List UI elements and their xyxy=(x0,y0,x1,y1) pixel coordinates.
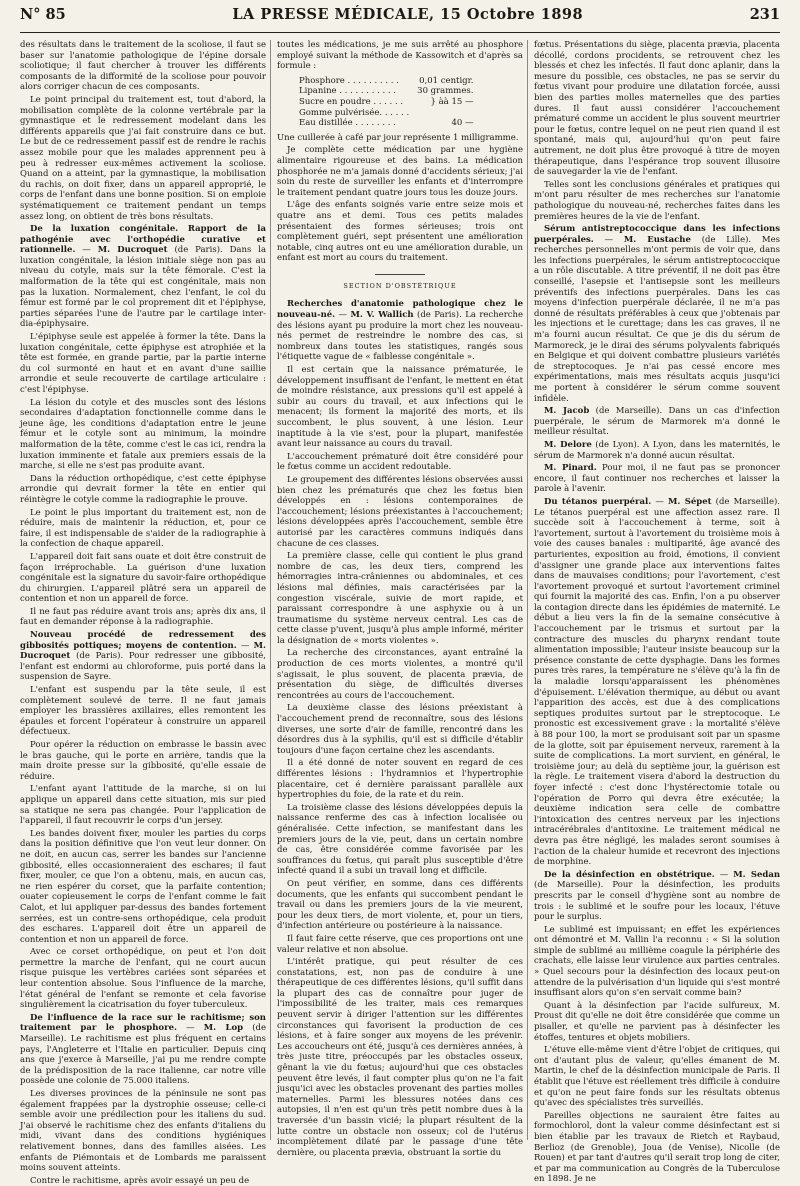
paragraph-text: La première classe, celle qui contient le plus grand nombre de cas, les deux tiers, comprend les hémorragies intra-crâniennes ou abdominales, et ces lésions mal définies, mais caractérisées par la congestion viscérale, suivie de mort rapide, et paraissant correspondre à une asphyxie ou à un traumatisme du système nerveux central. Les cas de cette classe p'uvent, jusqu'à plus ample informé, mériter la désignation de « morts violentes ». xyxy=(277,551,523,646)
paragraph-text: Telles sont les conclusions générales et pratiques qui m'ont paru résulter de mes recherches sur l'anatomie pathologique du nouveau-né, recherches faites dans les premières heures de la vie de l'enfant. xyxy=(534,179,780,222)
paragraph-text: Je complète cette médication par une hygiène alimentaire rigoureuse et des bains. La médication phosphorée ne m'a jamais donné d'accidents sérieux; j'ai soin du reste de surveiller les enfants et d'interrompre le traitement pendant quatre jours tous les douze jours. xyxy=(277,145,523,198)
paragraph xyxy=(20,40,266,93)
paragraph-text: (de Marseille). Dans un cas d'infection puerpérale, le sérum de Marmorek m'a donné le meilleur résultat. xyxy=(534,406,780,438)
author-name: M. Lop xyxy=(203,1023,244,1034)
paragraph-text: (de Lyon). A Lyon, dans les maternités, le sérum de Marmorek n'a donné aucun résultat. xyxy=(534,439,780,461)
paragraph-text: Pour opérer la réduction on embrasse le bassin avec le bras gauche, qui le porte en arrière, tandis que la main droite presse sur la gibbosité, qu'elle essaie de réduire. xyxy=(20,740,266,782)
paragraph xyxy=(20,398,266,472)
article-heading: De la luxation congénitale. Rapport de la pathogénie avec l'orthopédie curative et rationnelle. xyxy=(20,224,266,256)
paragraph-text: La lésion du cotyle et des muscles sont des lésions secondaires d'adaptation fonctionnelle comme dans le jeune âge, les conditions d'adaptation entre le jeune fémur et le cotyle sont au minimum, la moindre malformation de la tête, comme c'est le cas ici, rendra la luxation imminente et fatale aux premiers essais de la marche, si elle ne s'est pas produite avant. xyxy=(20,397,266,472)
author-name: M. Delore xyxy=(544,439,592,450)
paragraph-text: L'intérêt pratique, qui peut résulter de ces constatations, est, non pas de conduire à une thérapeutique de ces différentes lésions, qu'il suffit dans la plupart des cas de connaître pour juger de l'impossibilité de les traiter, mais ces remarques peuvent servir à diriger l'attention sur les différentes circonstances qui favorisent la production de ces lésions, et à faire songer aux moyens de les prévenir. Les accoucheurs ont été, jusqu'à ces dernières années, à très juste titre, préoccupés par les obstacles osseux, gênant la vie du fœtus; aujourd'hui que ces obstacles peuvent être levés, il faut compter plus qu'on ne l'a fait jusqu'ici avec les obstacles provenant des parties molles maternelles. Parmi les blessures notées dans ces autopsies, il n'en est qu'un très petit nombre dues à la traversée d'un bassin vicié; la plupart résultent de la lutte contre un obstacle non osseux; col de l'utérus incomplètement dilaté par le passage d'une tête dernière, ou placenta prævia, obstruant la sortie du xyxy=(277,957,523,1158)
paragraph xyxy=(277,452,523,473)
ingredient: Sucre en poudre . . . . . . xyxy=(299,96,404,107)
paragraph xyxy=(277,40,523,72)
article-heading: Recherches d'anatomie pathologique chez le nouveau-né. xyxy=(277,299,523,321)
paragraph xyxy=(20,508,266,550)
paragraph-text: Quant à la désinfection par l'acide sulfureux, M. Proust dit qu'elle ne doit être considérée que comme un pisaller, et qu'elle ne parvient pas à désinfecter les étoffes, tentures et objets mobiliers. xyxy=(534,1000,780,1043)
ingredient: Phosphore . . . . . . . . . . xyxy=(299,75,399,86)
article-heading: Du tétanos puerpéral. xyxy=(544,496,652,507)
paragraph: De la désinfection en obstétrique. — M. Sedan (de Marseille). Pour la désinfection, les produits prescrits par le conseil d'hygiène sont au nombre de trois : le sublimé et le soufre pour les locaux, l'étuve pour le surplus. xyxy=(534,869,781,923)
paragraph-text: (de Lille). Mes recherches personnelles m'ont permis de voir que, dans les infections puerpérales, le sérum antistreptococcique a un rôle discutable. A titre préventif, il ne doit pas être conseillé, l'asepsie et l'antisepsie sont les meilleurs préventifs des infections puerpérales. Dans les cas moyens d'infection puerpérale déclarée, il ne m'a pas donné de résultats préférables à ceux que j'obtenais par les injections et le curettage; dans les cas graves, il ne m'a fourni aucun résultat. Ce que je dis du sérum de Marmoreck, je le dirai des sérums polyvalents fabriqués en Belgique et qui doivent combattre plusieurs variétés de streptocoques. Je n'ai pas cessé encore mes expérimentations, mais mes résultats acquis jusqu'ici me portent à considérer le sérum comme souvent infidèle. xyxy=(534,234,781,404)
paragraph xyxy=(534,1111,780,1185)
paragraph xyxy=(277,475,523,549)
paragraph: De l'influence de la race sur le rachitisme; son traitement par le phosphore. — M. Lop (de Marseille). Le rachitisme est plus fréquent en certains pays, l'Angleterre et l'Italie en particulier. Depuis cinq ans que j'exerce à Marseille, j'ai pu me rendre compte de la prédisposition de la race italienne, car notre ville possède une colonie de 75.000 italiens. xyxy=(20,1012,266,1087)
paragraph-text: (de Paris). Dans la luxation congénitale, la lésion initiale siège non pas au niveau du cotyle, mais sur la tête fémorale. C'est la malformation de la tête qui est congénitale, mais non pas la luxation. Normalement, chez l'enfant, le col du fémur est formé par le col proprement dit et l'épiphyse, parties séparées l'une de l'autre par le cartilage inter-dia-épiphysaire. xyxy=(20,245,267,330)
paragraph-text: Il est certain que la naissance prématurée, le développement insuffisant de l'enfant, le mettent en état de moindre résistance, aux pressions qu'il est appelé à subir au cours du travail, et aux infections qui le menacent; ils forment la majorité des morts, et ils succombent, le plus souvent, à une lésion. Leur inaptitude à la vie s'est, pour la plupart, manifestée avant leur naissance au cours du travail. xyxy=(277,365,523,450)
paragraph: De la luxation congénitale. Rapport de la pathogénie avec l'orthopédie curative et rationnelle. — M. Ducroquet (de Paris). Dans la luxation congénitale, la lésion initiale siège non pas au niveau du cotyle, mais sur la tête fémorale. C'est la malformation de la tête qui est congénitale, mais non pas la luxation. Normalement, chez l'enfant, le col du fémur est formé par le col proprement dit et l'épiphyse, parties séparées l'une de l'autre par le cartilage inter-dia-épiphysaire. xyxy=(20,224,267,330)
author-name: M. Eustache xyxy=(623,234,691,245)
paragraph xyxy=(534,925,780,999)
author-name: M. Ducroquet xyxy=(20,640,266,662)
formula-row xyxy=(295,108,477,119)
paragraph-text: La deuxième classe des lésions préexistant à l'accouchement prend de reconnaître, sous des lésions diverses, une sorte d'air de famille, rencontré dans les désordres dus à la syphilis, qu'il est si difficile d'établir toujours d'une façon certaine chez les ascendants. xyxy=(277,703,523,756)
paragraph-text: L'enfant est suspendu par la tête seule, il est complètement soulevé de terre. Il ne faut jamais employer les brassières axillaires, elles remontent les épaules et forcent l'opérateur à construire un appareil défectueux. xyxy=(20,685,266,738)
paragraph-text: fœtus. Présentations du siège, placenta prævia, placenta décollé, cordons procidents, se retrouvent chez les blessés et chez les infectés. Il faut donc aplanir, dans la mesure du possible, ces obstacles, ne pas se servir du fœtus vivant pour produire une dilatation forcée, aussi bien des parties molles maternelles que des parties dures. Il faut aussi considérer l'accouchement prématuré comme un accident le plus souvent meurtrier pour le fœtus, contre lequel on ne peut rien quand il est spontané, mais qui, aujourd'hui qu'on peut faire autrement, ne doit plus être provoqué à titre de moyen thérapeutique, dans l'espérance trop souvent illusoire de sauvegarder la vie de l'enfant. xyxy=(534,40,780,178)
header-rule xyxy=(20,32,780,33)
paragraph xyxy=(534,1045,780,1109)
paragraph-text: Le point principal du traitement est, tout d'abord, la mobilisation complète de la colonne vertébrale par la gymnastique et le redressement modelant dans les différents appareils que j'ai fait construire dans ce but. Le but de ce redressement passif est de rendre le rachis assez mobile pour que les malades apprennent peu à peu à redresser eux-mêmes activement la scoliose. Quand on a atteint, par la gymnastique, la mobilisation du rachis, on doit fixer, dans un appareil approprié, le corps de l'enfant dans une bonne position. Si on emploie systématiquement ce traitement pendant un temps assez long, on obtient de très bons résultats. xyxy=(20,94,266,222)
paragraph-text: On peut vérifier, en somme, dans ces différents documents, que les enfants qui succombent pendant le travail ou dans les premiers jours de la vie meurent, pour les deux tiers, de mort violente, et, pour un tiers, d'infection antérieure ou postérieure à la naissance. xyxy=(277,878,523,932)
quantity xyxy=(413,108,477,119)
paragraph-text: L'étuve elle-même vient d'être l'objet de critiques, qui ont d'autant plus de valeur, qu'elles émanent de M. Martin, le chef de la désinfection municipale de Paris. Il établit que l'étuve est réellement très difficile à conduire et qu'on ne peut faire fonds sur les résultats obtenus qu'avec des spécialistes très surveillés. xyxy=(534,1045,780,1109)
paragraph xyxy=(277,200,523,264)
ingredient: Eau distillée . . . . . . . . xyxy=(299,118,396,129)
paragraph xyxy=(20,947,266,1011)
paragraph-text: Le sublimé est impuissant; en effet les expériences ont démontré et M. Vallin l'a reconnu : « Si la solution simple de sublimé au millième coagule la périphérie des crachats, elle laisse leur virulence aux parties centrales. » Quel secours pour la désinfection des locaux peut-on attendre de la pulvérisation d'un liquide qui s'est montré insuffisant alors qu'on s'en servait comme bain? xyxy=(534,924,780,999)
paragraph-text: Il ne faut pas réduire avant trois ans; après dix ans, il faut en demander réponse à la radiographie. xyxy=(20,606,266,628)
paragraph: Du tétanos puerpéral. — M. Sépet (de Marseille). Le tétanos puerpéral est une affection assez rare. Il succède soit à l'accouchement à terme, soit à l'avortement, surtout à l'avortement du troisième mois à voie des causes banales : multiparité, âge avancé des parturientes, exposition au froid, émotions, il convient d'assigner une grande place aux interventions faites dans de mauvaises conditions; pour l'avortement, c'est l'avortement provoqué et surtout l'avortement criminel qui fournit la majorité des cas. Enfin, l'on a pu observer la contagion directe dans les épidémies de maternité. Le début a lieu vers la fin de la semaine consécutive à l'accouchement par le trismus et surtout par la contracture des muscles du pharynx rendant toute alimentation impossible; l'auteur insiste beaucoup sur la présence constante de cette dysphagie. Dans les formes pures très rares, la température ne s'élève qu'à la fin de la maladie lorsqu'apparaissent les phénomènes d'épuisement. L'élévation thermique, au début ou avant l'apparition des accès, est due à des complications septiques produites surtout par le streptocoque. Le pronostic est excessivement grave : la mortalité s'élève à 88 pour 100, la mort se produisant soit par un spasme de la glotte, soit par épuisement nerveux, rarement à la suite de complications. La mort survient, en général, le troisième jour; au delà du septième jour, la guérison est la règle. Le traitement visera d'abord la destruction du foyer infecté : c'est donc l'hystérectomie totale ou l'opération de Porro qui devra être exécutée; la deuxième indication sera celle de combattre l'intoxication des centres nerveux par les injections intracérébrales d'antitoxine. Le traitement médical ne devra pas être négligé, les malades seront soumises à l'action de la chaleur humide et recevront des injections de morphine. xyxy=(534,496,781,868)
paragraph-text: L'épiphyse seule est appelée à former la tête. Dans la luxation congénitale, cette épiphyse est atrophiée et la tête est formée, en grande partie, par la partie interne du col surmonté en haut et en avant d'une saillie arrondie et seule recouverte de cartilage articulaire : c'est l'épiphyse. xyxy=(20,332,266,395)
paragraph xyxy=(277,957,523,1158)
paragraph-text: des résultats dans le traitement de la scoliose, il faut se baser sur l'anatomie pathologique de l'épine dorsale scoliotique; il faut chercher à trouver les différents composants de la difformité de la scoliose pour pouvoir alors corriger chacun de ces composants. xyxy=(20,40,266,93)
article-heading: Sérum antistreptococcique dans les infections puerpérales. xyxy=(534,224,780,245)
paragraph-text: (de Marseille). Pour la désinfection, les produits prescrits par le conseil d'hygiène sont au nombre de trois : le sublimé et le soufre pour les locaux, l'étuve pour le surplus. xyxy=(534,880,780,923)
paragraph xyxy=(534,406,780,438)
paragraph xyxy=(534,180,780,222)
author-name: M. Pinard. xyxy=(544,463,597,474)
paragraph xyxy=(277,133,523,144)
paragraph xyxy=(20,740,266,782)
paragraph xyxy=(277,551,523,646)
paragraph: Recherches d'anatomie pathologique chez le nouveau-né. — M. V. Wallich (de Paris). La recherche des lésions ayant pu produire la mort chez les nouveau-nés permet de restreindre le nombre des cas, si nombreux dans toutes les statistiques, rangés sous l'étiquette vague de « faiblesse congénitale ». xyxy=(277,299,524,363)
formula-row xyxy=(295,86,477,97)
paragraph-text: Une cuillerée à café par jour représente 1 milligramme. xyxy=(277,132,519,143)
paragraph: Sérum antistreptococcique dans les infections puerpérales. — M. Eustache (de Lille). Mes recherches personnelles m'ont permis de voir que, dans les infections puerpérales, le sérum antistreptococcique a un rôle discutable. A titre préventif, il ne doit pas être conseillé, l'asepsie et l'antisepsie sont les meilleurs préventifs des infections puerpérales. Dans les cas moyens d'infection puerpérale déclarée, il ne m'a pas donné de résultats préférables à ceux que j'obtenais par les injections et le curettage; dans les cas graves, il ne m'a fourni aucun résultat. Ce que je dis du sérum de Marmoreck, je le dirai des sérums polyvalents fabriqués en Belgique et qui doivent combattre plusieurs variétés de streptocoques. Je n'ai pas cessé encore mes expérimentations, mais mes résultats acquis jusqu'ici me portent à considérer le sérum comme souvent infidèle. xyxy=(534,224,781,404)
paragraph xyxy=(20,1089,266,1174)
paragraph-text: La troisième classe des lésions développées depuis la naissance renferme des cas à infection localisée ou généralisée. Cette infection, se manifestant dans les premiers jours de la vie, peut, dans un certain nombre de cas, être considérée comme favorisée par les souffrances du fœtus, qui paraît plus susceptible d'être infecté quand il a subi un travail long et difficile. xyxy=(277,802,523,877)
paragraph xyxy=(534,463,780,495)
formula-row xyxy=(295,118,477,129)
column-2 xyxy=(277,40,524,1158)
paragraph xyxy=(20,95,266,222)
paragraph-text: L'enfant ayant l'attitude de la marche, si on lui applique un appareil dans cette situation, mis sur pied sa statique ne sera pas changée. Pour l'application de l'appareil, il faut recouvrir le corps d'un jersey. xyxy=(20,784,266,827)
paragraph xyxy=(277,145,523,198)
quantity: 0,01 centigr. xyxy=(419,75,474,86)
paragraph xyxy=(20,1176,266,1186)
page-number: 231 xyxy=(749,6,780,23)
article-heading: De l'influence de la race sur le rachitisme; son traitement par le phosphore. xyxy=(20,1012,266,1034)
paragraph-text: Pour moi, il ne faut pas se prononcer encore, il faut continuer nos recherches et laisser la parole à l'avenir. xyxy=(534,463,780,495)
paragraph-text: (de Paris). La recherche des lésions ayant pu produire la mort chez les nouveau-nés permet de restreindre le nombre des cas, si nombreux dans toutes les statistiques, rangés sous l'étiquette vague de « faiblesse congénitale ». xyxy=(277,310,524,363)
paragraph-text: Il faut faire cette réserve, que ces proportions ont une valeur relative et non absolue. xyxy=(277,933,523,955)
quantity: 40 — xyxy=(451,118,474,129)
author-name: M. Sedan xyxy=(733,869,781,880)
quantity: 30 grammes. xyxy=(417,86,474,97)
paragraph-text: (de Paris). Pour redresser une gibbosité, l'enfant est endormi au chloroforme, puis porté dans la suspension de Sayre. xyxy=(20,651,266,683)
section-rule xyxy=(375,274,425,275)
paragraph xyxy=(534,1001,780,1043)
paragraph xyxy=(534,440,780,461)
issue-number: N° 85 xyxy=(20,6,66,23)
paragraph-text: toutes les médications, je me suis arrêté au phosphore employé suivant la méthode de Kassowitch et d'après sa formule : xyxy=(277,40,523,72)
paragraph-text: Pareilles objections ne sauraient être faites au formochlorol, dont la valeur comme désinfectant est si bien établie par les travaux de Rietch et Raybaud, Berlioz (de Grenoble), Joua (de Venise), Nicolle (de Rouen) et par tant d'autres qu'il serait trop long de citer, et par ma communication au Congrès de la Tuberculose en 1898. Je ne xyxy=(534,1110,780,1185)
author-name: M. Ducroquet xyxy=(97,245,168,256)
paragraph-text: Contre le rachitisme, après avoir essayé un peu de xyxy=(30,1175,250,1186)
paragraph-text: L'appareil doit fait sans ouate et doit être construit de façon irréprochable. La guérison d'une luxation congénitale est la signature du savoir-faire orthopédique du chirurgien. L'appareil plâtré sera un appareil de contention et non un appareil de force. xyxy=(20,551,266,605)
article-heading: Nouveau procédé de redressement des gibbosités pottiques; moyens de contention. xyxy=(20,630,266,651)
paragraph xyxy=(20,332,266,396)
paragraph xyxy=(534,40,780,178)
paragraph xyxy=(277,365,523,450)
column-3 xyxy=(534,40,781,1185)
formula-row xyxy=(295,97,477,108)
quantity: } àà 15 — xyxy=(430,96,474,107)
paragraph xyxy=(277,703,523,756)
paragraph-text: La recherche des circonstances, ayant entraîné la production de ces morts violentes, a montré qu'il s'agissait, le plus souvent, de placenta prævia, de présentation du siège, de difficultés diverses rencontrées au cours de l'accouchement. xyxy=(277,648,523,701)
paragraph-text: Avec ce corset orthopédique, on peut et l'on doit permettre la marche de l'enfant, qui ne court aucun risque puisque les vertèbres cariées sont séparées et leur contention absolue. Sous l'influence de la marche, l'état général de l'enfant se remonte et cela favorise singulièrement la cicatrisation du foyer tuberculeux. xyxy=(20,947,266,1011)
column-1 xyxy=(20,40,267,1186)
author-name: M. Sépet xyxy=(667,496,712,507)
paragraph-text: Le point le plus important du traitement est, non de réduire, mais de maintenir la réduction, et, pour ce faire, il est indispensable de s'aider de la radiographie à la confection de chaque appareil. xyxy=(20,507,266,550)
phosphorus-formula xyxy=(295,76,477,129)
paragraph xyxy=(20,829,266,946)
paragraph-text: (de Marseille). Le tétanos puerpéral est une affection assez rare. Il succède soit à l'accouchement à terme, soit à l'avortement, surtout à l'avortement du troisième mois à voie des causes banales : multiparité, âge avancé des parturientes, exposition au froid, émotions, il convient d'assigner une grande place aux interventions faites dans de mauvaises conditions; pour l'avortement, c'est l'avortement provoqué et surtout l'avortement criminel qui fournit la majorité des cas. Enfin, l'on a pu observer la contagion directe dans les épidémies de maternité. Le début a lieu vers la fin de la semaine consécutive à l'accouchement par le trismus et surtout par la contracture des muscles du pharynx rendant toute alimentation impossible; l'auteur insiste beaucoup sur la présence constante de cette dysphagie. Dans les formes pures très rares, la température ne s'élève qu'à la fin de la maladie lorsqu'apparaissent les phénomènes d'épuisement. L'élévation thermique, au début ou avant l'apparition des accès, est due à des complications septiques produites surtout par le streptocoque. Le pronostic est excessivement grave : la mortalité s'élève à 88 pour 100, la mort se produisant soit par un spasme de la glotte, soit par épuisement nerveux, rarement à la suite de complications. La mort survient, en général, le troisième jour; au delà du septième jour, la guérison est la règle. Le traitement visera d'abord la destruction du foyer infecté : c'est donc l'hystérectomie totale ou l'opération de Porro qui devra être exécutée; la deuxième indication sera celle de combattre l'intoxication des centres nerveux par les injections intracérébrales d'antitoxine. Le traitement médical ne devra pas être négligé, les malades seront soumises à l'action de la chaleur humide et recevront des injections de morphine. xyxy=(534,496,781,868)
paragraph xyxy=(277,803,523,877)
paragraph-text: Les diverses provinces de la péninsule ne sont pas également frappées par la dystrophie osseuse; celle-ci semble avoir une prédilection pour les italiens du sud. J'ai observé le rachitisme chez des enfants d'italiens du midi, vivant dans des conditions hygiéniques relativement bonnes, dans des familles aisées. Les enfants de Piémontais et de Lombards me paraissent moins souvent atteints. xyxy=(20,1089,266,1174)
ingredient: Gomme pulvérisée. . . . . . xyxy=(299,107,410,118)
paragraph-text: (de Marseille). Le rachitisme est plus fréquent en certains pays, l'Angleterre et l'Italie en particulier. Depuis cinq ans que j'exerce à Marseille, j'ai pu me rendre compte de la prédisposition de la race italienne, car notre ville possède une colonie de 75.000 italiens. xyxy=(20,1023,266,1087)
paragraph xyxy=(277,648,523,701)
author-name: M. V. Wallich xyxy=(350,310,414,321)
paragraph xyxy=(277,879,523,932)
paragraph xyxy=(20,784,266,826)
formula-row xyxy=(295,76,477,87)
paragraph xyxy=(20,685,266,738)
column-divider xyxy=(270,40,271,1140)
paragraph-text: Le groupement des différentes lésions observées aussi bien chez les prématurés que chez les fœtus bien développés en : lésions contemporaines de l'accouchement; lésions préexistantes à l'accouchement; lésions développées après l'accouchement, semble être autorisé par les caractères communs indiqués dans chacune de ces classes. xyxy=(277,474,523,549)
paragraph xyxy=(20,607,266,628)
paragraph xyxy=(277,758,523,800)
ingredient: Lipanine . . . . . . . . . . . xyxy=(299,86,397,97)
paragraph xyxy=(277,934,523,955)
paragraph: Nouveau procédé de redressement des gibbosités pottiques; moyens de contention. — M. Ducroquet (de Paris). Pour redresser une gibbosité, l'enfant est endormi au chloroforme, puis porté dans la suspension de Sayre. xyxy=(20,630,266,683)
section-heading: SECTION D'OBSTÉTRIQUE xyxy=(277,274,523,292)
paragraph-text: L'âge des enfants soignés varie entre seize mois et quatre ans et demi. Tous ces petits malades présentaient des formes sérieuses; trois ont complètement guéri, sept présentent une amélioration notable, cinq autres ont eu une amélioration durable, un enfant est mort au cours du traitement. xyxy=(277,200,523,264)
column-divider xyxy=(527,40,528,1140)
paragraph-text: Il a été donné de noter souvent en regard de ces différentes lésions : l'hydramnios et l'hypertrophie placentaire, cet é dernière paraissant parallèle aux hypertrophies du foie, de la rate et du rein. xyxy=(277,758,523,801)
paragraph xyxy=(20,474,266,506)
page-header xyxy=(20,6,780,32)
paragraph-text: L'accouchement prématuré doit être considéré pour le fœtus comme un accident redoutable. xyxy=(277,451,523,473)
article-heading: De la désinfection en obstétrique. xyxy=(544,869,715,880)
paragraph-text: Dans la réduction orthopédique, c'est cette épiphyse arrondie qui devrait former la tête en entier qui réintègre le cotyle comme la radiographie le prouve. xyxy=(20,473,266,505)
publication-title: LA PRESSE MÉDICALE, 15 Octobre 1898 xyxy=(232,6,584,23)
paragraph-text: Les bandes doivent fixer, mouler les parties du corps dans la position définitive que l'on veut leur donner. On ne doit, en aucun cas, serrer les bandes sur l'ancienne gibbosité, elles occasionneraient des eschares; il faut fixer, mouler, ce que l'on a obtenu, mais, en aucun cas, ne rien espérer du corset, que la parfaite contention; ouater copieusement le corps de l'enfant comme le fait Calot, et lui appliquer par-dessus des bandes fortement serrées, est un contre-sens orthopédique, cela produit des eschares. L'appareil doit être un appareil de contention et non un appareil de force. xyxy=(20,828,266,945)
author-name: M. Jacob xyxy=(544,406,590,417)
paragraph xyxy=(20,552,266,605)
